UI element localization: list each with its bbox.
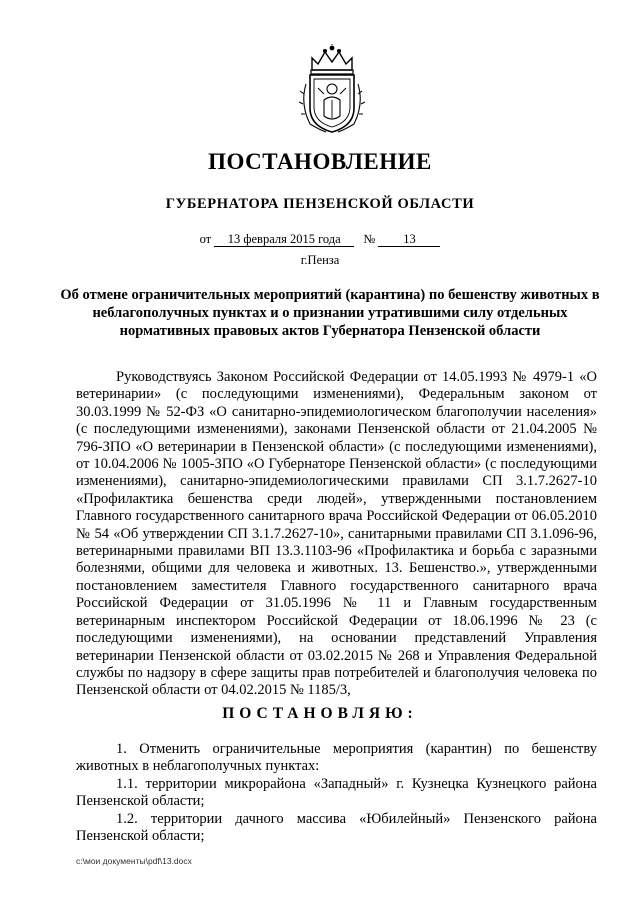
resolution-subject: Об отмене ограничительных мероприятий (карантина) по бешенству животных в неблагополучных пунктах и о признании утратившими силу отдельных нормативных правовых актов Губернатора Пензенской области — [60, 287, 600, 339]
coat-of-arms-icon — [296, 44, 368, 134]
date-prefix: от — [199, 232, 212, 246]
preamble — [76, 369, 597, 700]
document-number: 13 — [378, 233, 440, 247]
city: г.Пенза — [300, 253, 340, 267]
document-title: ПОСТАНОВЛЕНИЕ — [208, 149, 432, 174]
date-number-line — [0, 232, 640, 247]
item-1-2: 1.2. территории дачного массива «Юбилейный» Пензенского района Пензенской области; — [76, 810, 597, 845]
issuing-authority: ГУБЕРНАТОРА ПЕНЗЕНСКОЙ ОБЛАСТИ — [165, 196, 475, 212]
document-date: 13 февраля 2015 года — [214, 233, 354, 247]
preamble-paragraph: Руководствуясь Законом Российской Федерации от 14.05.1993 № 4979-1 «О ветеринарии» (с последующими изменениями), Федеральным законом от 30.03.1999 № 52-ФЗ «О санитарно-эпидемиологическом благополучии населения» (с последующими изменениями), законами Пензенской области от 21.04.2005 № 796-ЗПО «О ветеринарии в Пензенской области» (с последующими изменениями), от 10.04.2006 № 1005-ЗПО «О Губернаторе Пензенской области» (с последующими изменениями), санитарно-эпидемиологическими правилами СП 3.1.7.2627-10 «Профилактика бешенства среди людей», утвержденными постановлением Главного государственного санитарного врача Российской Федерации от 06.05.2010 № 54 «Об утверждении СП 3.1.7.2627-10», санитарными правилами СП 3.1.096-96, ветеринарными правилами ВП 13.3.1103-96 «Профилактика и борьба с заразными болезнями, общими для человека и животных. 13. Бешенство.», утвержденными постановлением заместителя Главного государственного санитарного врача Российской Федерации от 31.05.1996 № 11 и Главным государственным ветеринарным инспектором Российской Федерации от 18.06.1996 № 23 (с последующими изменениями), на основании представлений Управления ветеринарии Пензенской области от 03.02.2015 № 268 и Управления Федеральной службы по надзору в сфере защиты прав потребителей и благополучия человека по Пензенской области от 04.02.2015 № 1185/3, — [76, 369, 597, 699]
number-prefix: № — [363, 232, 376, 246]
resolve-heading: ПОСТАНОВЛЯЮ: — [222, 705, 418, 722]
item-1-1: 1.1. территории микрорайона «Западный» г. Кузнецка Кузнецкого района Пензенской области; — [76, 775, 597, 810]
file-path-footer: c:\мои документы\pdf\13.docx — [76, 856, 192, 866]
item-1: 1. Отменить ограничительные мероприятия (карантин) по бешенству животных в неблагополучных пунктах: — [76, 741, 597, 775]
resolution-items — [76, 741, 597, 845]
